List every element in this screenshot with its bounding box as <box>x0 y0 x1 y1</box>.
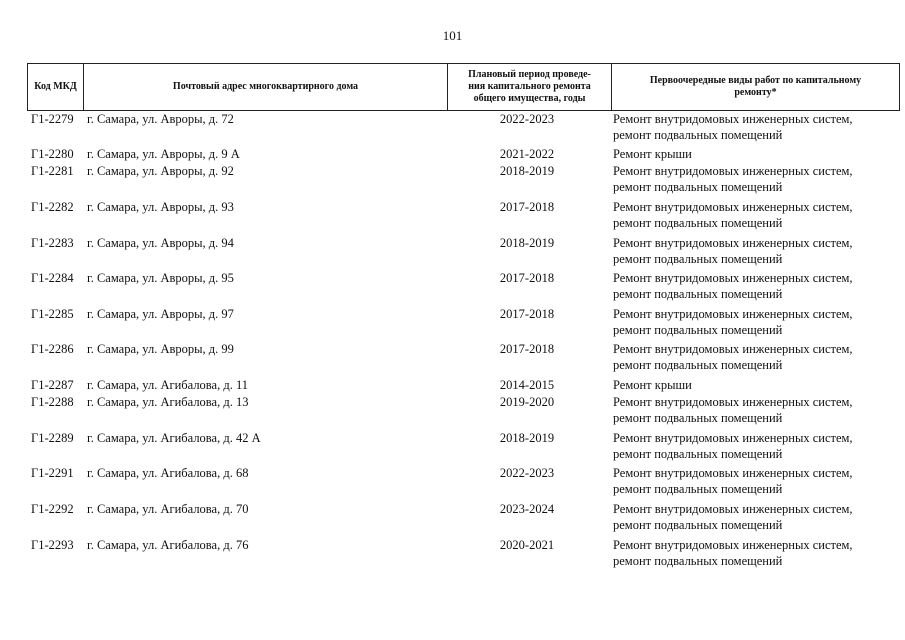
row-works-line: ремонт подвальных помещений <box>613 216 783 230</box>
row-code: Г1-2284 <box>31 271 74 285</box>
row-period: 2022-2023 <box>499 112 555 126</box>
row-period: 2018-2019 <box>499 431 555 445</box>
row-period: 2018-2019 <box>499 164 555 178</box>
row-works-line: ремонт подвальных помещений <box>613 128 783 142</box>
row-address: г. Самара, ул. Авроры, д. 97 <box>87 307 234 321</box>
row-works-line: Ремонт внутридомовых инженерных систем, <box>613 538 853 552</box>
row-works-line: Ремонт крыши <box>613 147 692 161</box>
row-works-line: ремонт подвальных помещений <box>613 252 783 266</box>
row-works-line: Ремонт внутридомовых инженерных систем, <box>613 466 853 480</box>
row-period: 2017-2018 <box>499 200 555 214</box>
row-works <box>613 235 899 267</box>
header-period-line: общего имущества, годы <box>473 93 586 104</box>
row-works <box>613 501 899 533</box>
row-works-line: Ремонт внутридомовых инженерных систем, <box>613 271 853 285</box>
header-code: Код МКД <box>28 64 84 111</box>
row-address: г. Самара, ул. Агибалова, д. 76 <box>87 538 249 552</box>
row-address: г. Самара, ул. Авроры, д. 72 <box>87 112 234 126</box>
row-works-line: ремонт подвальных помещений <box>613 358 783 372</box>
header-works-line: ремонту* <box>734 87 777 98</box>
row-works-line: Ремонт внутридомовых инженерных систем, <box>613 200 853 214</box>
row-code: Г1-2281 <box>31 164 74 178</box>
row-address: г. Самара, ул. Авроры, д. 95 <box>87 271 234 285</box>
row-works <box>613 163 899 195</box>
row-period: 2019-2020 <box>499 395 555 409</box>
row-period: 2023-2024 <box>499 502 555 516</box>
row-works-line: ремонт подвальных помещений <box>613 554 783 568</box>
header-works <box>612 64 900 111</box>
row-works <box>613 146 899 162</box>
row-period: 2022-2023 <box>499 466 555 480</box>
row-code: Г1-2291 <box>31 466 74 480</box>
row-works-line: ремонт подвальных помещений <box>613 447 783 461</box>
row-works <box>613 199 899 231</box>
row-works <box>613 341 899 373</box>
row-works <box>613 537 899 569</box>
row-period: 2017-2018 <box>499 271 555 285</box>
row-works-line: ремонт подвальных помещений <box>613 518 783 532</box>
row-period: 2017-2018 <box>499 307 555 321</box>
row-address: г. Самара, ул. Агибалова, д. 70 <box>87 502 249 516</box>
row-period: 2017-2018 <box>499 342 555 356</box>
row-code: Г1-2292 <box>31 502 74 516</box>
row-period: 2018-2019 <box>499 236 555 250</box>
header-period-line: Плановый период проведе- <box>468 69 591 80</box>
header-address: Почтовый адрес многоквартирного дома <box>84 64 448 111</box>
row-code: Г1-2288 <box>31 395 74 409</box>
row-address: г. Самара, ул. Агибалова, д. 68 <box>87 466 249 480</box>
row-works <box>613 465 899 497</box>
row-works <box>613 306 899 338</box>
row-works-line: Ремонт внутридомовых инженерных систем, <box>613 395 853 409</box>
header-works-line: Первоочередные виды работ по капитальному <box>649 75 862 86</box>
row-code: Г1-2280 <box>31 147 74 161</box>
row-code: Г1-2293 <box>31 538 74 552</box>
row-period: 2014-2015 <box>499 378 555 392</box>
row-code: Г1-2287 <box>31 378 74 392</box>
row-works <box>613 430 899 462</box>
row-works-line: Ремонт внутридомовых инженерных систем, <box>613 164 853 178</box>
header-period-line: ния капитального ремонта <box>468 81 591 92</box>
row-works <box>613 394 899 426</box>
row-works-line: Ремонт внутридомовых инженерных систем, <box>613 236 853 250</box>
row-works <box>613 377 899 393</box>
table-header <box>27 63 900 111</box>
row-works-line: Ремонт крыши <box>613 378 692 392</box>
row-works-line: ремонт подвальных помещений <box>613 323 783 337</box>
row-works-line: Ремонт внутридомовых инженерных систем, <box>613 431 853 445</box>
row-works-line: ремонт подвальных помещений <box>613 411 783 425</box>
row-address: г. Самара, ул. Авроры, д. 94 <box>87 236 234 250</box>
row-works-line: ремонт подвальных помещений <box>613 180 783 194</box>
row-period: 2021-2022 <box>499 147 555 161</box>
row-code: Г1-2286 <box>31 342 74 356</box>
row-works-line: ремонт подвальных помещений <box>613 482 783 496</box>
row-period: 2020-2021 <box>499 538 555 552</box>
row-address: г. Самара, ул. Агибалова, д. 42 А <box>87 431 261 445</box>
row-works-line: ремонт подвальных помещений <box>613 287 783 301</box>
row-works-line: Ремонт внутридомовых инженерных систем, <box>613 112 853 126</box>
row-works-line: Ремонт внутридомовых инженерных систем, <box>613 307 853 321</box>
row-code: Г1-2282 <box>31 200 74 214</box>
row-address: г. Самара, ул. Авроры, д. 99 <box>87 342 234 356</box>
row-code: Г1-2283 <box>31 236 74 250</box>
row-address: г. Самара, ул. Авроры, д. 93 <box>87 200 234 214</box>
page-number: 101 <box>442 28 463 43</box>
row-address: г. Самара, ул. Авроры, д. 92 <box>87 164 234 178</box>
row-address: г. Самара, ул. Авроры, д. 9 А <box>87 147 240 161</box>
row-works <box>613 111 899 143</box>
row-address: г. Самара, ул. Агибалова, д. 11 <box>87 378 248 392</box>
row-works-line: Ремонт внутридомовых инженерных систем, <box>613 342 853 356</box>
row-code: Г1-2289 <box>31 431 74 445</box>
row-works-line: Ремонт внутридомовых инженерных систем, <box>613 502 853 516</box>
row-works <box>613 270 899 302</box>
row-code: Г1-2279 <box>31 112 74 126</box>
header-period <box>448 64 612 111</box>
row-code: Г1-2285 <box>31 307 74 321</box>
row-address: г. Самара, ул. Агибалова, д. 13 <box>87 395 249 409</box>
